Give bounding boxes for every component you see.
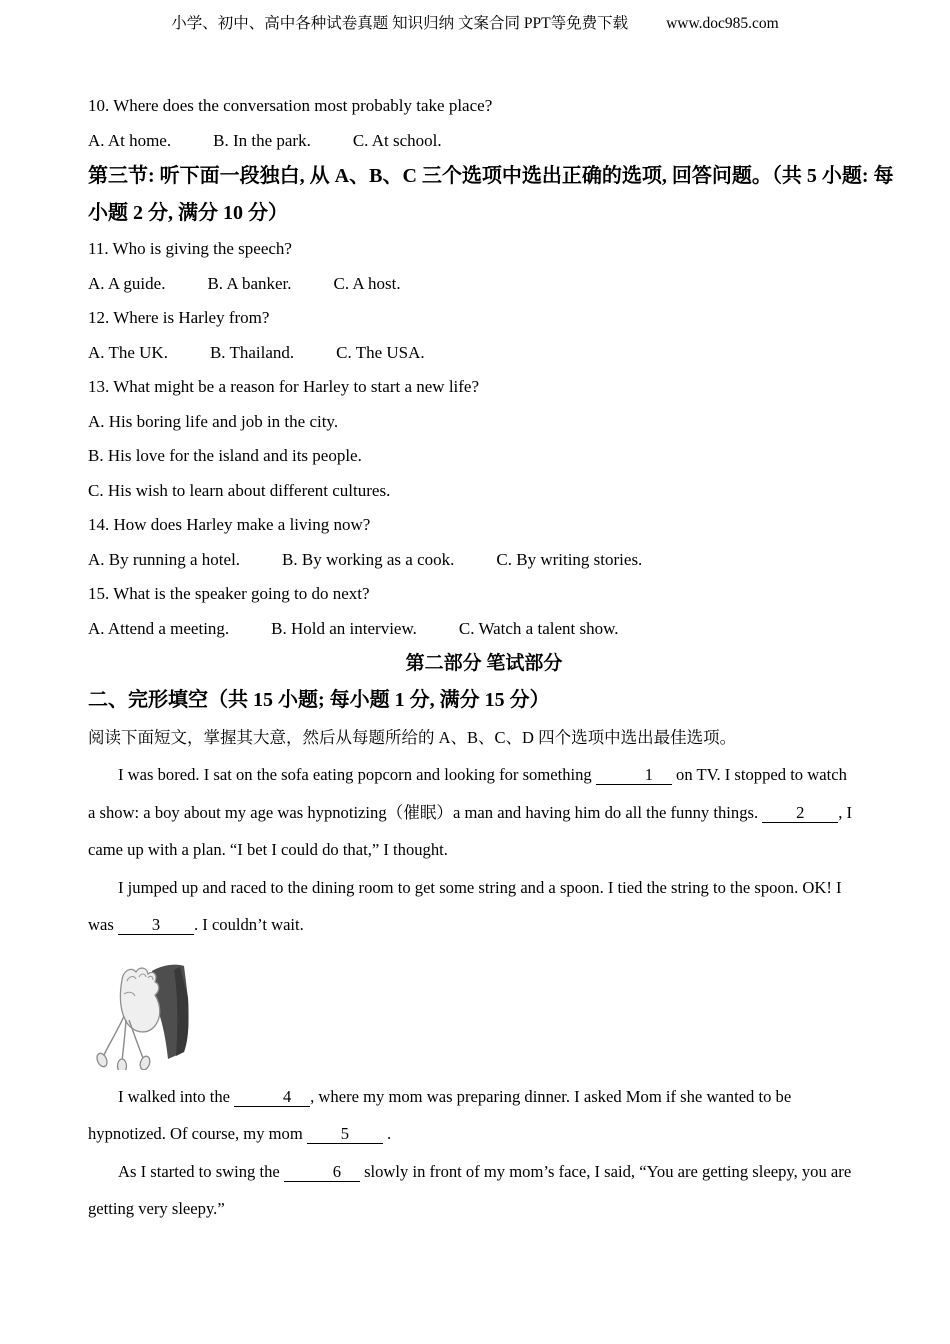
question-12-options: [88, 336, 880, 371]
question-14-text: 14. How does Harley make a living now?: [88, 515, 371, 534]
section3-heading-line2: 小题 2 分, 满分 10 分）: [88, 202, 288, 224]
option-c: C. At school.: [352, 130, 442, 150]
cloze-blank-3: 3: [118, 915, 194, 935]
cloze-text: slowly in front of my mom’s face, I said, “You are getting sleepy, you are: [359, 1161, 852, 1181]
option-a: A. At home.: [88, 130, 172, 150]
cloze-text: , I: [838, 802, 853, 822]
cloze-p2-line1: I jumped up and raced to the dining room to get some string and a spoon. I tied the string to the spoon. OK! I: [118, 877, 842, 897]
site-header: [0, 0, 950, 35]
cloze-text: was: [88, 915, 118, 934]
question-13-option-c: C. His wish to learn about different cultures.: [88, 480, 391, 500]
question-10-text: 10. Where does the conversation most probably take place?: [88, 96, 493, 115]
option-c: C. The USA.: [336, 342, 425, 362]
option-c: C. By writing stories.: [496, 549, 643, 569]
cloze-instructions: 阅读下面短文，掌握其大意，然后从每题所给的 A、B、C、D 四个选项中选出最佳选项。: [88, 728, 737, 747]
question-15-options: [88, 612, 880, 647]
header-text: 小学、初中、高中各种试卷真题 知识归纳 文案合同 PPT等免费下载: [171, 15, 629, 32]
question-15-text: 15. What is the speaker going to do next?: [88, 584, 370, 603]
header-url-link[interactable]: www.doc985.com: [666, 15, 779, 32]
hand-spoons-illustration: [94, 958, 880, 1070]
cloze-p3-line1: [88, 1078, 880, 1116]
option-b: B. In the park.: [213, 130, 311, 150]
cloze-text: I walked into the: [118, 1086, 235, 1106]
option-c: C. A host.: [333, 273, 401, 293]
cloze-blank-1: 1: [596, 765, 672, 785]
question-11-options: [88, 267, 880, 302]
document-body: [0, 35, 950, 1228]
question-10-options: [88, 124, 880, 159]
question-14-options: [88, 543, 880, 578]
cloze-text: hypnotized. Of course, my mom: [88, 1124, 307, 1143]
option-a: A. The UK.: [88, 342, 168, 362]
question-13-option-a: A. His boring life and job in the city.: [88, 411, 339, 431]
cloze-p1-line2: [88, 794, 880, 832]
section3-heading-line1: 第三节: 听下面一段独白, 从 A、B、C 三个选项中选出正确的选项, 回答问题。（共 5 小题: 每: [88, 165, 894, 187]
option-b: B. Hold an interview.: [271, 618, 417, 638]
cloze-p2-line2: [88, 906, 880, 944]
question-11-text: 11. Who is giving the speech?: [88, 239, 292, 258]
cloze-p1-line3: came up with a plan. “I bet I could do that,” I thought.: [88, 840, 448, 859]
cloze-text: a show: a boy about my age was hypnotizing（催眠）a man and having him do all the funny things.: [88, 802, 763, 822]
option-b: B. By working as a cook.: [282, 549, 455, 569]
cloze-p3-line2: [88, 1115, 880, 1153]
option-b: B. Thailand.: [209, 342, 295, 362]
cloze-text: . I couldn’t wait.: [193, 915, 304, 934]
cloze-blank-2: 2: [762, 803, 838, 823]
cloze-text: on TV. I stopped to watch: [671, 765, 847, 784]
cloze-p1-line1: [88, 756, 880, 794]
option-a: A. Attend a meeting.: [88, 618, 230, 638]
option-c: C. Watch a talent show.: [458, 618, 619, 638]
cloze-blank-4: 4: [234, 1087, 310, 1107]
cloze-text: , where my mom was preparing dinner. I asked Mom if she wanted to be: [310, 1086, 792, 1106]
cloze-p4-line1: [88, 1153, 880, 1191]
hand-holding-spoons-icon: [94, 958, 216, 1070]
option-a: A. A guide.: [88, 273, 166, 293]
cloze-text: .: [382, 1124, 392, 1143]
question-12-text: 12. Where is Harley from?: [88, 308, 270, 327]
cloze-blank-6: 6: [284, 1162, 360, 1182]
cloze-section-heading: 二、完形填空（共 15 小题; 每小题 1 分, 满分 15 分）: [88, 689, 550, 711]
option-b: B. A banker.: [207, 273, 292, 293]
cloze-p4-line2: getting very sleepy.”: [88, 1199, 225, 1218]
cloze-text: I was bored. I sat on the sofa eating popcorn and looking for something: [118, 765, 596, 784]
cloze-blank-5: 5: [307, 1124, 383, 1144]
cloze-text: As I started to swing the: [118, 1161, 284, 1181]
question-13-option-b: B. His love for the island and its people.: [88, 446, 362, 465]
part2-heading: 第二部分 笔试部分: [405, 653, 563, 674]
option-a: A. By running a hotel.: [88, 549, 241, 569]
question-13-text: 13. What might be a reason for Harley to start a new life?: [88, 377, 480, 396]
